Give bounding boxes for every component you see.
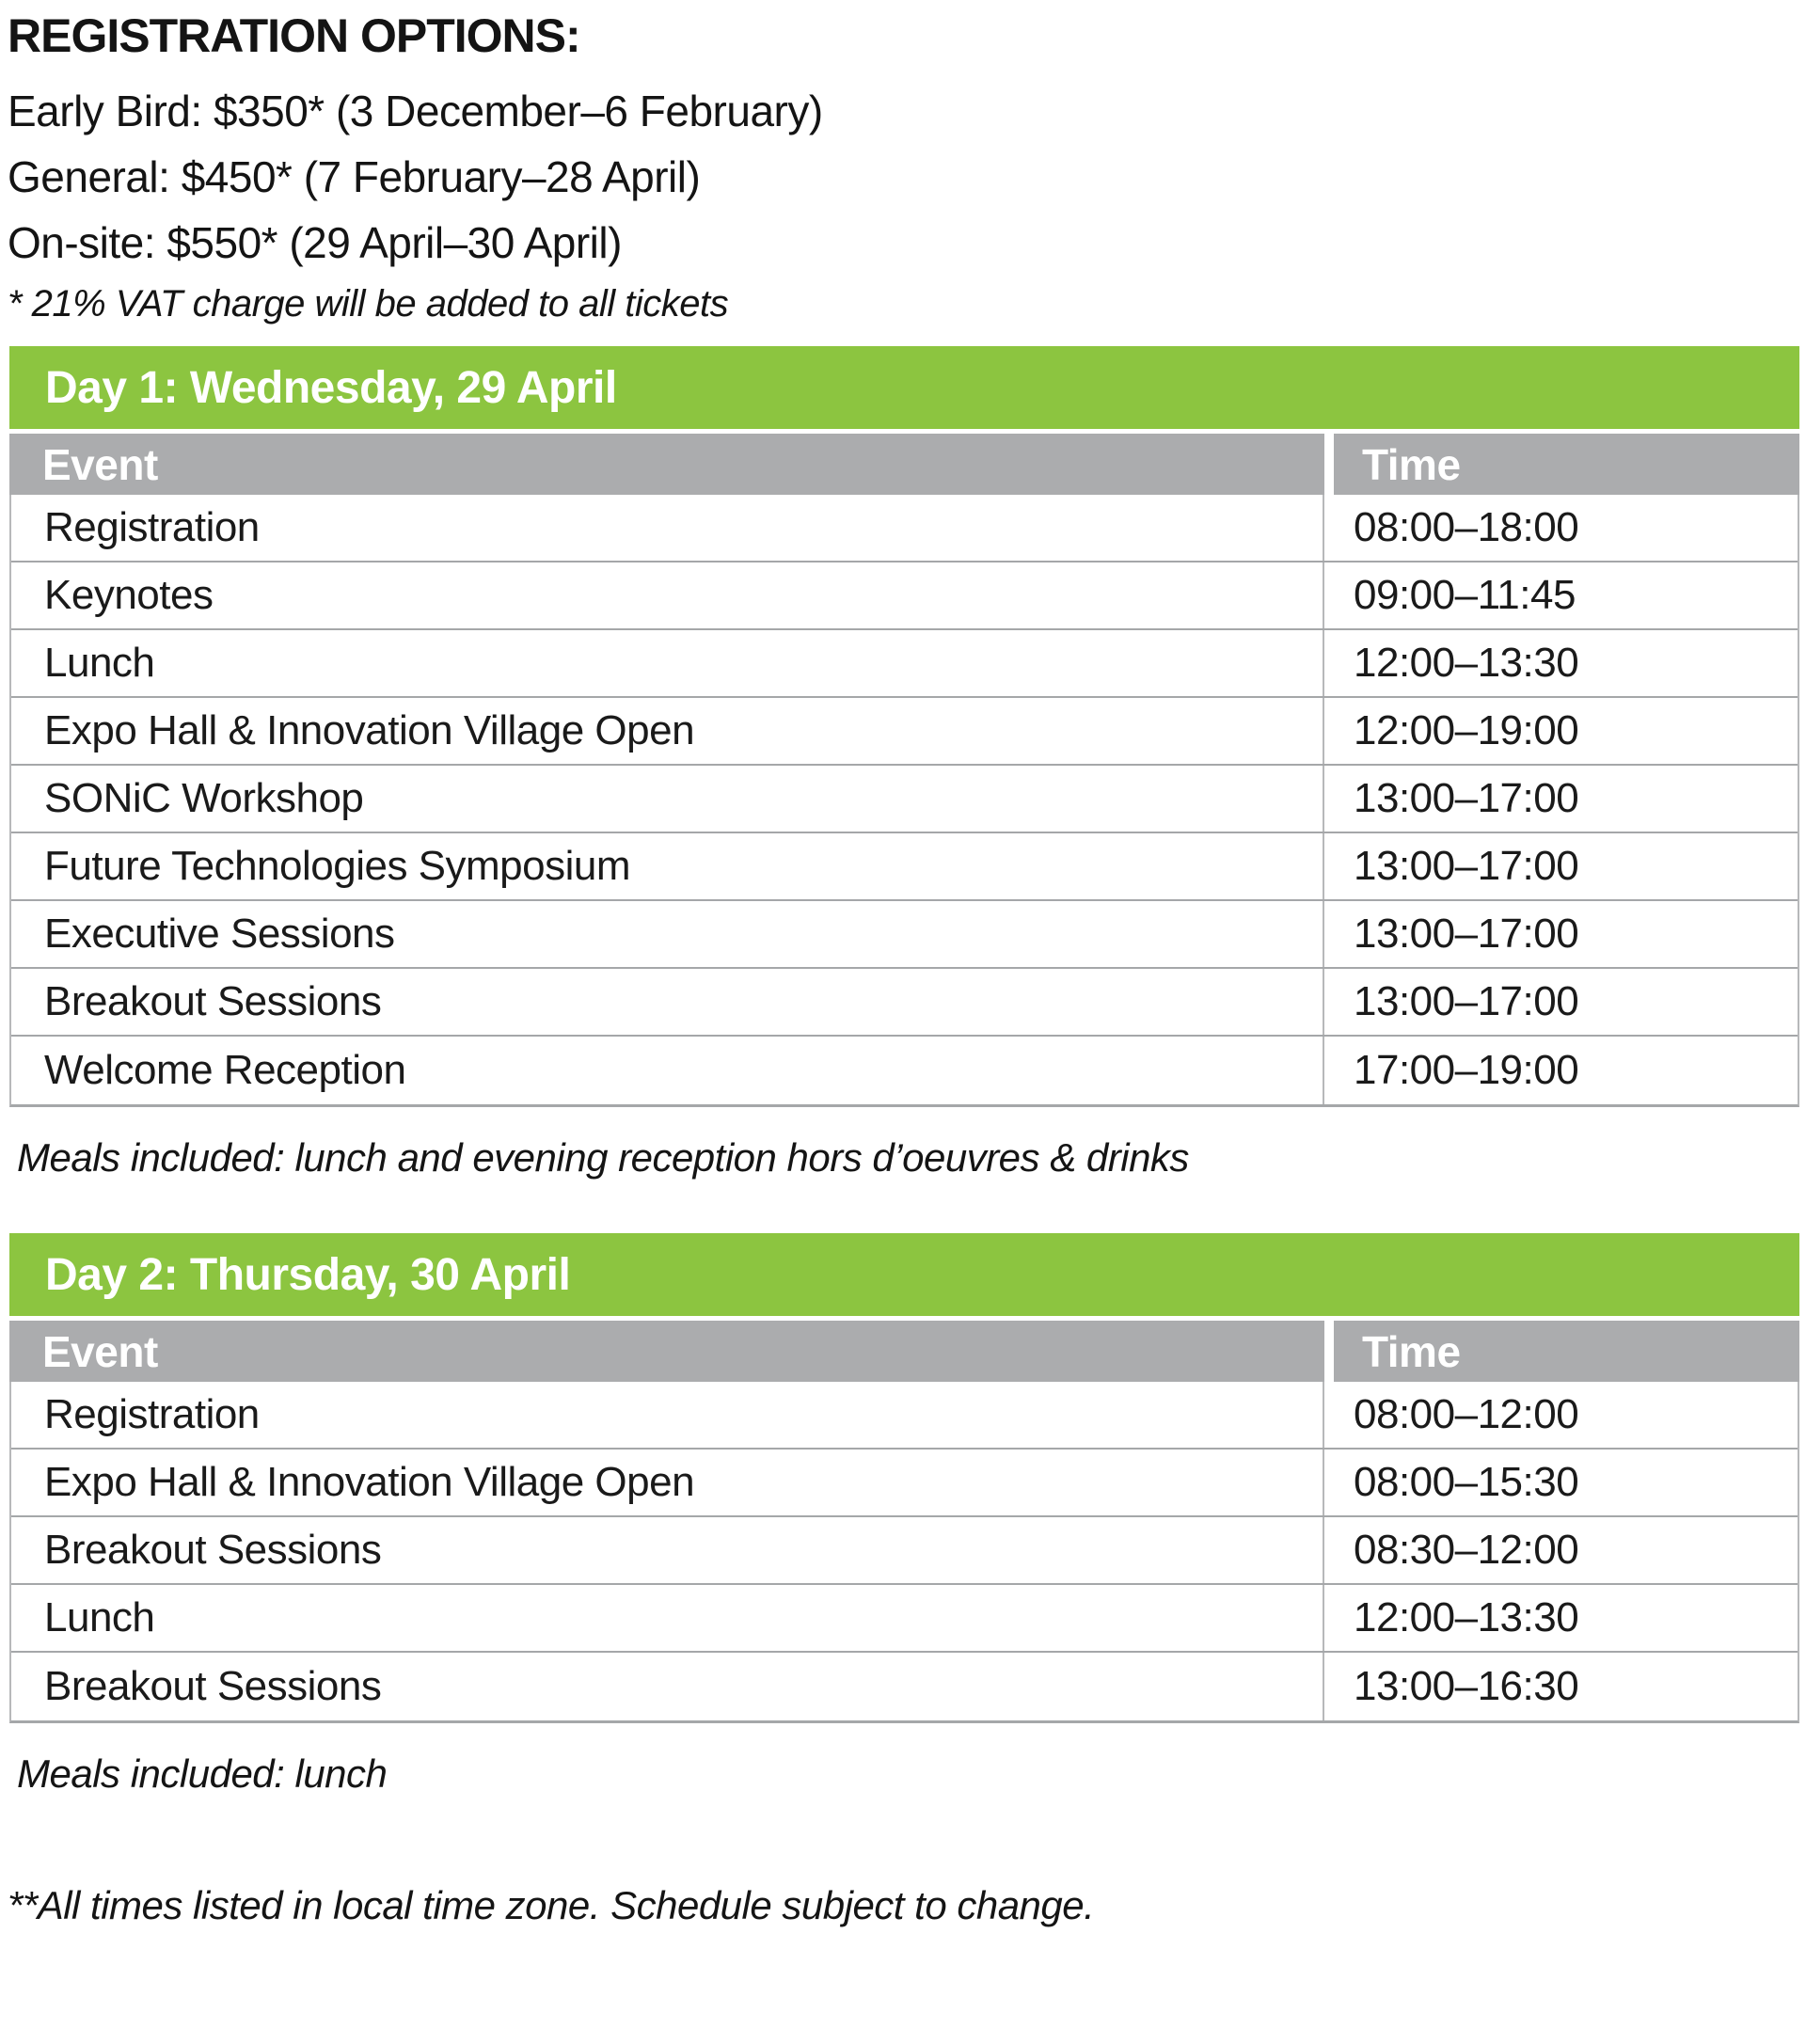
time-cell: 17:00–19:00 — [1354, 1047, 1579, 1094]
day2-table-body — [9, 1382, 1799, 1723]
timezone-disclaimer-note: **All times listed in local time zone. Schedule subject to change. — [8, 1883, 1095, 1928]
column-header-time: Time — [1334, 1321, 1799, 1382]
event-cell: Registration — [11, 1382, 1324, 1448]
table-row — [11, 1517, 1798, 1585]
time-cell: 13:00–17:00 — [1354, 843, 1579, 890]
option-general: General: $450* (7 February–28 April) — [8, 151, 701, 201]
table-row — [11, 766, 1798, 833]
event-cell: Breakout Sessions — [11, 1517, 1324, 1583]
event-cell: Future Technologies Symposium — [11, 833, 1324, 899]
time-cell: 08:00–12:00 — [1354, 1391, 1579, 1438]
table-row — [11, 562, 1798, 630]
day1-column-header-row — [9, 434, 1799, 495]
event-cell: Breakout Sessions — [11, 969, 1324, 1035]
time-cell: 13:00–16:30 — [1354, 1663, 1579, 1710]
time-cell: 13:00–17:00 — [1354, 978, 1579, 1025]
table-row — [11, 1382, 1798, 1450]
time-cell: 12:00–19:00 — [1354, 707, 1579, 754]
time-cell: 12:00–13:30 — [1354, 1594, 1579, 1641]
option-on-site: On-site: $550* (29 April–30 April) — [8, 217, 622, 267]
option-early-bird: Early Bird: $350* (3 December–6 February) — [8, 86, 823, 135]
day1-header: Day 1: Wednesday, 29 April — [9, 346, 1799, 429]
event-cell: Lunch — [11, 630, 1324, 696]
day2-column-header-row — [9, 1321, 1799, 1382]
event-cell: Executive Sessions — [11, 901, 1324, 967]
table-row — [11, 1037, 1798, 1104]
table-row — [11, 833, 1798, 901]
day1-meals-note: Meals included: lunch and evening reception hors d’oeuvres & drinks — [17, 1135, 1189, 1180]
table-row — [11, 901, 1798, 969]
column-header-event: Event — [9, 1321, 1324, 1382]
table-row — [11, 495, 1798, 562]
day1-schedule-section — [9, 346, 1799, 1180]
table-row — [11, 1653, 1798, 1720]
time-cell: 13:00–17:00 — [1354, 911, 1579, 958]
table-row — [11, 969, 1798, 1037]
table-row — [11, 1585, 1798, 1653]
event-cell: Expo Hall & Innovation Village Open — [11, 698, 1324, 764]
table-row — [11, 1450, 1798, 1517]
registration-options-section — [0, 0, 1806, 325]
time-cell: 09:00–11:45 — [1354, 572, 1576, 619]
event-cell: Welcome Reception — [11, 1037, 1324, 1104]
table-row — [11, 698, 1798, 766]
event-cell: SONiC Workshop — [11, 766, 1324, 832]
time-cell: 13:00–17:00 — [1354, 775, 1579, 822]
column-header-event: Event — [9, 434, 1324, 495]
page-title: REGISTRATION OPTIONS: — [8, 9, 580, 62]
time-cell: 08:30–12:00 — [1354, 1527, 1579, 1574]
vat-note: * 21% VAT charge will be added to all tickets — [8, 283, 729, 325]
day2-meals-note: Meals included: lunch — [17, 1751, 388, 1797]
event-cell: Expo Hall & Innovation Village Open — [11, 1450, 1324, 1515]
day2-header: Day 2: Thursday, 30 April — [9, 1233, 1799, 1316]
time-cell: 08:00–15:30 — [1354, 1459, 1579, 1506]
day1-table-body — [9, 495, 1799, 1107]
day2-schedule-section — [9, 1233, 1799, 1797]
event-cell: Registration — [11, 495, 1324, 561]
event-cell: Breakout Sessions — [11, 1653, 1324, 1720]
time-cell: 12:00–13:30 — [1354, 640, 1579, 687]
time-cell: 08:00–18:00 — [1354, 504, 1579, 551]
event-cell: Keynotes — [11, 562, 1324, 628]
column-header-time: Time — [1334, 434, 1799, 495]
table-row — [11, 630, 1798, 698]
event-cell: Lunch — [11, 1585, 1324, 1651]
